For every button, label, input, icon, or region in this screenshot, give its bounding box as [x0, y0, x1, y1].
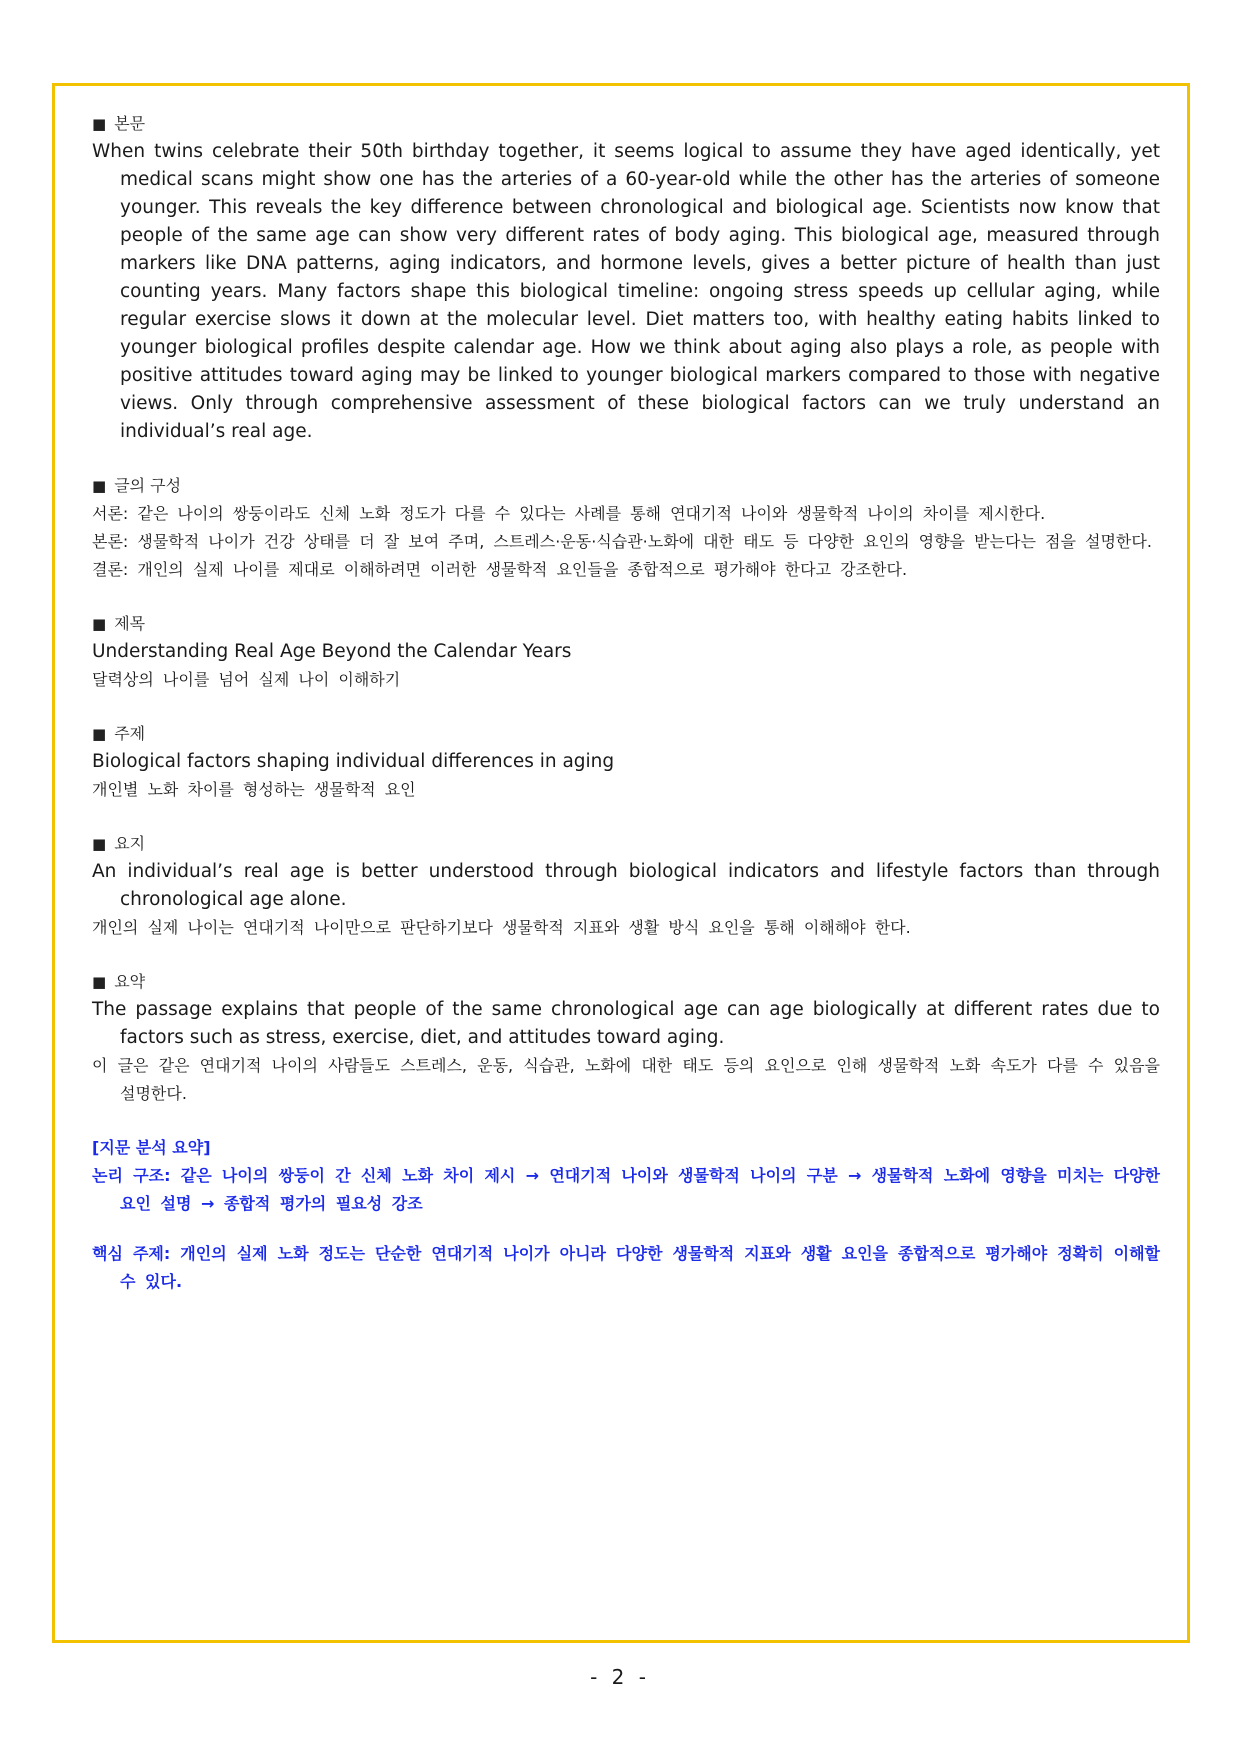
section-title — [92, 610, 1160, 694]
section-body — [92, 110, 1160, 446]
section-summary — [92, 968, 1160, 1108]
section-topic — [92, 720, 1160, 804]
title-en: Understanding Real Age Beyond the Calendar Years — [92, 641, 572, 662]
structure-conclusion: 결론: 개인의 실제 나이를 제대로 이해하려면 이러한 생물학적 요인들을 종합적으로 평가해야 한다고 강조한다. — [92, 560, 908, 579]
section-label: ■ 요지 — [92, 834, 146, 853]
section-label: ■ 본문 — [92, 114, 146, 133]
analysis-logic: 논리 구조: 같은 나이의 쌍둥이 간 신체 노화 차이 제시 → 연대기적 나이와 생물학적 나이의 구분 → 생물학적 노화에 영향을 미치는 다양한 요인 설명 → 종합적 평가의 필요성 강조 — [92, 1166, 1160, 1213]
gist-en: An individual’s real age is better understood through biological indicators and lifestyle factors than through chronological age alone. — [92, 861, 1160, 910]
square-bullet-icon: ■ — [92, 725, 107, 743]
section-label: ■ 글의 구성 — [92, 476, 182, 495]
section-gist — [92, 830, 1160, 942]
section-label: ■ 주제 — [92, 724, 146, 743]
title-ko: 달력상의 나이를 넘어 실제 나이 이해하기 — [92, 670, 401, 689]
square-bullet-icon: ■ — [92, 615, 107, 633]
square-bullet-icon: ■ — [92, 973, 107, 991]
square-bullet-icon: ■ — [92, 115, 107, 133]
body-text: When twins celebrate their 50th birthday together, it seems logical to assume they have aged identically, yet medical scans might show one has the arteries of a 60-year-old while the other has the arteries of someone younger. This reveals the key difference between chronological and biological age. Scientists now know that people of the same age can show very different rates of body aging. This biological age, measured through markers like DNA patterns, aging indicators, and hormone levels, gives a better picture of health than just counting years. Many factors shape this biological timeline: ongoing stress speeds up cellular aging, while regular exercise slows it down at the molecular level. Diet matters too, with healthy eating habits linked to younger biological profiles despite calendar age. How we think about aging also plays a role, as people with positive attitudes toward aging may be linked to younger biological markers compared to those with negative views. Only through comprehensive assessment of these biological factors can we truly understand an individual’s real age. — [92, 141, 1160, 442]
page-number: - 2 - — [590, 1665, 650, 1689]
summary-ko: 이 글은 같은 연대기적 나이의 사람들도 스트레스, 운동, 식습관, 노화에 대한 태도 등의 요인으로 인해 생물학적 노화 속도가 다를 수 있음을 설명한다. — [92, 1056, 1160, 1103]
analysis-summary — [92, 1134, 1160, 1296]
summary-en: The passage explains that people of the same chronological age can age biologically at different rates due to factors such as stress, exercise, diet, and attitudes toward aging. — [92, 999, 1160, 1048]
section-label: ■ 요약 — [92, 972, 146, 991]
topic-en: Biological factors shaping individual differences in aging — [92, 751, 615, 772]
analysis-title: [지문 분석 요약] — [92, 1138, 211, 1157]
section-structure — [92, 472, 1160, 584]
section-label: ■ 제목 — [92, 614, 146, 633]
topic-ko: 개인별 노화 차이를 형성하는 생물학적 요인 — [92, 780, 416, 799]
square-bullet-icon: ■ — [92, 835, 107, 853]
structure-main: 본론: 생물학적 나이가 건강 상태를 더 잘 보여 주며, 스트레스·운동·식습관·노화에 대한 태도 등 다양한 요인의 영향을 받는다는 점을 설명한다. — [92, 532, 1152, 551]
page-content — [92, 110, 1160, 1322]
structure-intro: 서론: 같은 나이의 쌍둥이라도 신체 노화 정도가 다를 수 있다는 사례를 통해 연대기적 나이와 생물학적 나이의 차이를 제시한다. — [92, 504, 1046, 523]
analysis-core: 핵심 주제: 개인의 실제 노화 정도는 단순한 연대기적 나이가 아니라 다양한 생물학적 지표와 생활 요인을 종합적으로 평가해야 정확히 이해할 수 있다. — [92, 1244, 1160, 1291]
square-bullet-icon: ■ — [92, 477, 107, 495]
gist-ko: 개인의 실제 나이는 연대기적 나이만으로 판단하기보다 생물학적 지표와 생활 방식 요인을 통해 이해해야 한다. — [92, 918, 911, 937]
